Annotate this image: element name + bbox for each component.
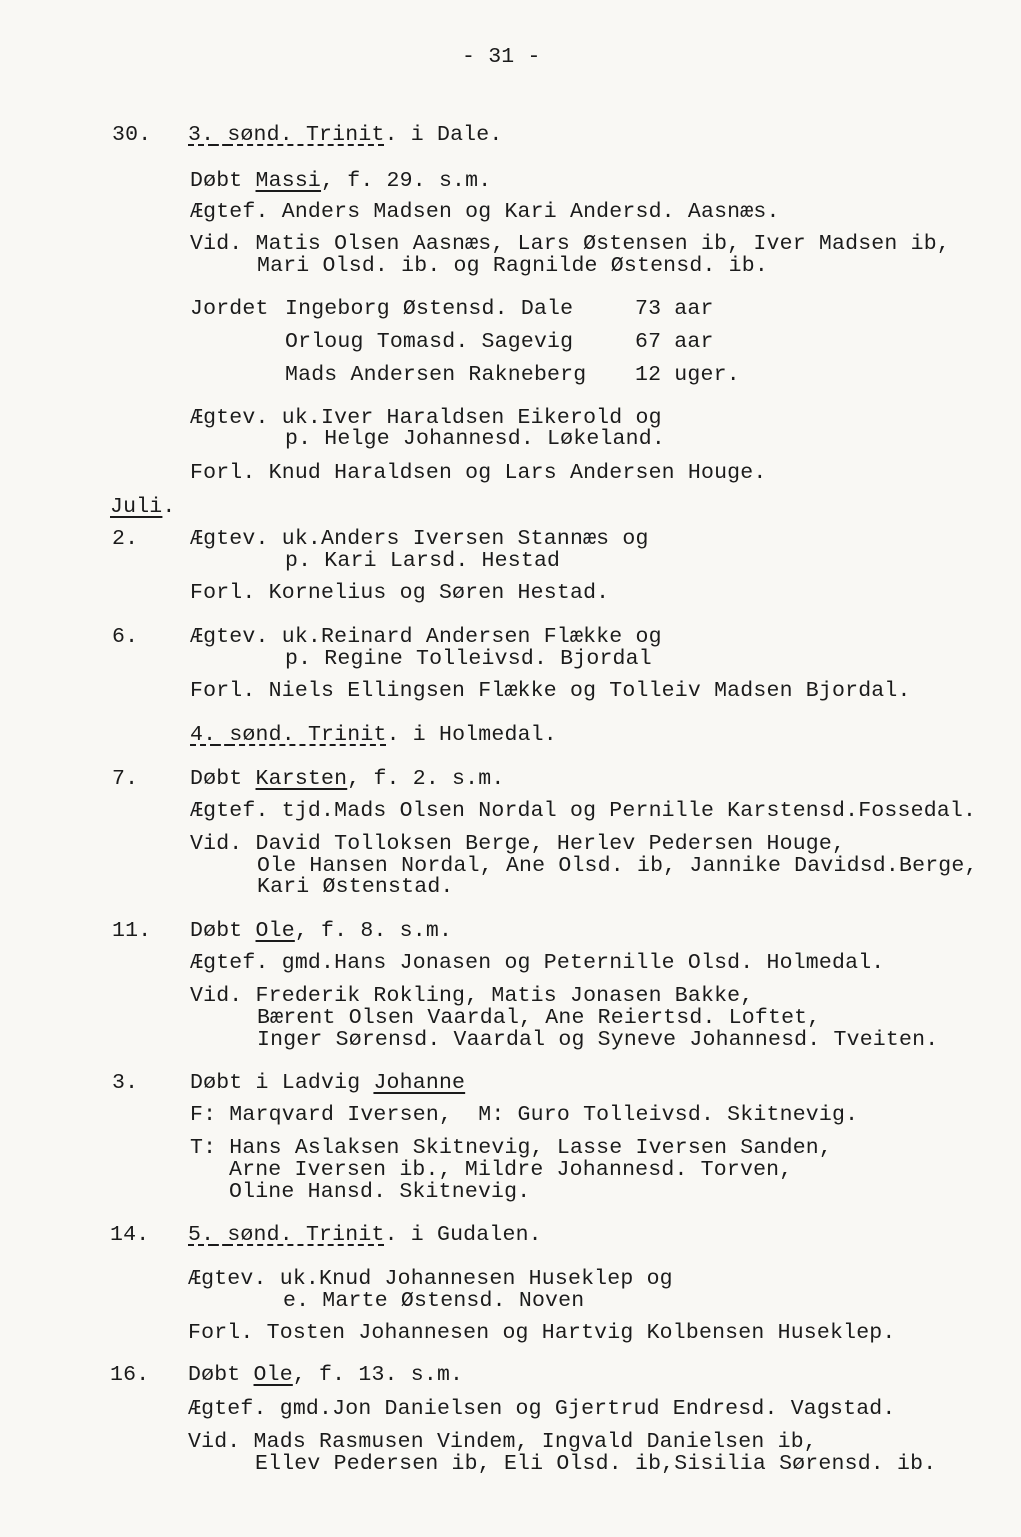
sunday-day: 5. xyxy=(188,1223,215,1247)
burial-age: 67 aar xyxy=(635,330,714,354)
marriage-line: Ægtev. uk.Reinard Andersen Flække og xyxy=(190,625,662,649)
sunday-name: sønd. Trinit xyxy=(229,723,387,747)
godparents-line: Arne Iversen ib., Mildre Johannesd. Torven, xyxy=(229,1158,793,1182)
baptism-prefix: Døbt xyxy=(190,169,256,193)
entry-date: 2. xyxy=(112,527,139,551)
witnesses-line: Bærent Olsen Vaardal, Ane Reiertsd. Loftet, xyxy=(257,1006,821,1030)
baptized-name: Ole xyxy=(255,919,295,943)
witnesses-line: Kari Østenstad. xyxy=(257,875,454,899)
marriage-line: e. Marte Østensd. Noven xyxy=(283,1289,585,1313)
baptism-prefix: Døbt xyxy=(190,919,256,943)
marriage-line: Ægtev. uk.Anders Iversen Stannæs og xyxy=(190,527,649,551)
baptism-line xyxy=(190,768,504,790)
baptism-rest: , f. 2. s.m. xyxy=(347,767,505,791)
baptism-prefix: Døbt xyxy=(188,1363,254,1387)
witnesses-line: Ole Hansen Nordal, Ane Olsd. ib, Jannike Davidsd.Berge, xyxy=(257,854,978,878)
sunday-heading xyxy=(188,1224,542,1246)
witnesses-line: Mari Olsd. ib. og Ragnilde Østensd. ib. xyxy=(257,254,768,278)
godparents-line: T: Hans Aslaksen Skitnevig, Lasse Iversen Sanden, xyxy=(190,1136,833,1160)
month-label: Juli xyxy=(110,495,163,519)
sunday-place: . i Holmedal. xyxy=(386,723,557,747)
entry-date: 11. xyxy=(112,919,152,943)
entry-date: 7. xyxy=(112,767,139,791)
parents-line: Ægtef. tjd.Mads Olsen Nordal og Pernille Karstensd.Fossedal. xyxy=(190,799,977,823)
month-heading xyxy=(110,496,176,518)
month-dot: . xyxy=(162,495,176,519)
marriage-line: Ægtev. uk.Iver Haraldsen Eikerold og xyxy=(190,406,662,430)
witnesses-line: Vid. Frederik Rokling, Matis Jonasen Bakke, xyxy=(190,984,754,1008)
sponsors-line: Forl. Tosten Johannesen og Hartvig Kolbensen Huseklep. xyxy=(188,1321,896,1345)
parents-line: Ægtef. gmd.Jon Danielsen og Gjertrud Endresd. Vagstad. xyxy=(188,1397,896,1421)
sunday-name: sønd. Trinit xyxy=(227,1223,385,1247)
entry-date: 6. xyxy=(112,625,139,649)
parents-line: Ægtef. gmd.Hans Jonasen og Peternille Olsd. Holmedal. xyxy=(190,951,885,975)
marriage-line: p. Kari Larsd. Hestad xyxy=(285,549,561,573)
sunday-day: 3. xyxy=(188,123,215,147)
baptism-rest: , f. 8. s.m. xyxy=(294,919,453,943)
baptism-line xyxy=(188,1364,463,1386)
baptism-line xyxy=(190,1072,465,1094)
sunday-name: sønd. Trinit xyxy=(227,123,385,147)
baptized-name: Johanne xyxy=(373,1071,466,1095)
burial-label: Jordet xyxy=(190,297,269,321)
entry-date: 3. xyxy=(112,1071,139,1095)
burial-age: 12 uger. xyxy=(635,363,740,387)
baptism-line xyxy=(190,920,452,942)
baptism-rest: , f. 29. s.m. xyxy=(321,169,492,193)
sunday-heading xyxy=(188,124,502,146)
page-number: - 31 - xyxy=(462,45,541,69)
baptized-name: Karsten xyxy=(255,767,348,791)
marriage-line: p. Regine Tolleivsd. Bjordal xyxy=(285,647,652,671)
sponsors-line: Forl. Knud Haraldsen og Lars Andersen Houge. xyxy=(190,461,767,485)
burial-age: 73 aar xyxy=(635,297,714,321)
baptism-line xyxy=(190,170,491,192)
burial-name: Mads Andersen Rakneberg xyxy=(285,363,587,387)
baptism-prefix: Døbt xyxy=(190,767,256,791)
marriage-line: Ægtev. uk.Knud Johannesen Huseklep og xyxy=(188,1267,673,1291)
entry-date: 30. xyxy=(112,123,152,147)
sponsors-line: Forl. Kornelius og Søren Hestad. xyxy=(190,581,610,605)
witnesses-line: Vid. Mads Rasmusen Vindem, Ingvald Danielsen ib, xyxy=(188,1430,817,1454)
baptized-name: Massi xyxy=(255,169,322,193)
witnesses-line: Ellev Pedersen ib, Eli Olsd. ib,Sisilia Sørensd. ib. xyxy=(255,1452,937,1476)
baptism-rest: , f. 13. s.m. xyxy=(292,1363,464,1387)
entry-date: 16. xyxy=(110,1363,150,1387)
father-mother-line: F: Marqvard Iversen, M: Guro Tolleivsd. Skitnevig. xyxy=(190,1103,859,1127)
sunday-place: . i Gudalen. xyxy=(384,1223,542,1247)
parents-line: Ægtef. Anders Madsen og Kari Andersd. Aasnæs. xyxy=(190,200,780,224)
sunday-day: 4. xyxy=(190,723,217,747)
sunday-heading xyxy=(190,724,557,746)
baptism-prefix: Døbt i Ladvig xyxy=(190,1071,374,1095)
godparents-line: Oline Hansd. Skitnevig. xyxy=(229,1180,531,1204)
marriage-line: p. Helge Johannesd. Løkeland. xyxy=(285,427,665,451)
burial-name: Ingeborg Østensd. Dale xyxy=(285,297,574,321)
burial-name: Orloug Tomasd. Sagevig xyxy=(285,330,574,354)
witnesses-line: Inger Sørensd. Vaardal og Syneve Johannesd. Tveiten. xyxy=(257,1028,939,1052)
witnesses-line: Vid. Matis Olsen Aasnæs, Lars Østensen ib, Iver Madsen ib, xyxy=(190,232,950,256)
sponsors-line: Forl. Niels Ellingsen Flække og Tolleiv Madsen Bjordal. xyxy=(190,679,911,703)
witnesses-line: Vid. David Tolloksen Berge, Herlev Pedersen Houge, xyxy=(190,832,846,856)
entry-date: 14. xyxy=(110,1223,150,1247)
baptized-name: Ole xyxy=(253,1363,293,1387)
sunday-place: . i Dale. xyxy=(384,123,503,147)
